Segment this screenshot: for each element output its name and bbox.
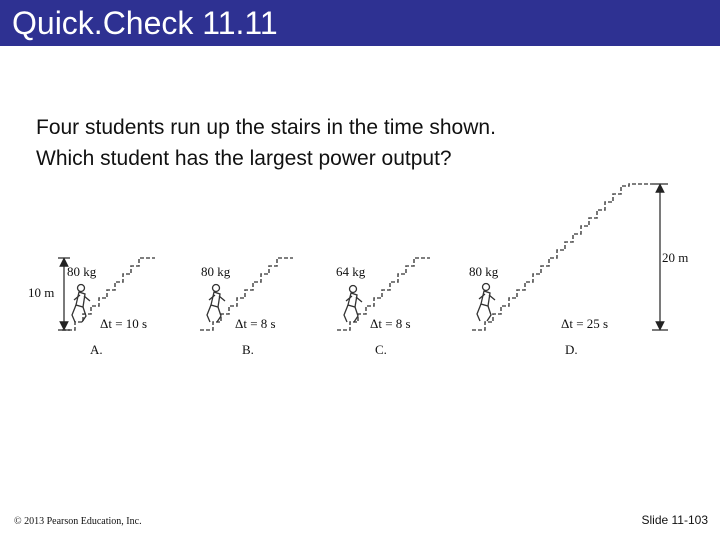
option-letter-a: A. [90,342,103,357]
time-label-c: Δt = 8 s [370,316,411,331]
runner-icon-b [207,285,225,323]
mass-label-a: 80 kg [67,264,97,279]
time-label-a: Δt = 10 s [100,316,148,331]
runner-icon-c [344,286,362,323]
option-letter-b: B. [242,342,254,357]
staircase-d [472,184,652,330]
height-label-tall: 20 m [662,250,689,265]
slide-number: Slide 11-103 [641,513,708,527]
mass-label-b: 80 kg [201,264,231,279]
time-label-b: Δt = 8 s [235,316,276,331]
runner-icon-a [72,285,90,323]
height-label-short: 10 m [28,285,55,300]
runner-icon-d [477,284,495,322]
option-letter-c: C. [375,342,387,357]
question-line-2: Which student has the largest power output? [36,147,452,170]
mass-label-d: 80 kg [469,264,499,279]
time-label-d: Δt = 25 s [561,316,609,331]
copyright-notice: © 2013 Pearson Education, Inc. [14,516,142,527]
mass-label-c: 64 kg [336,264,366,279]
option-letter-d: D. [565,342,578,357]
question-line-1: Four students run up the stairs in the time shown. [36,116,496,139]
slide-title: Quick.Check 11.11 [12,5,278,41]
